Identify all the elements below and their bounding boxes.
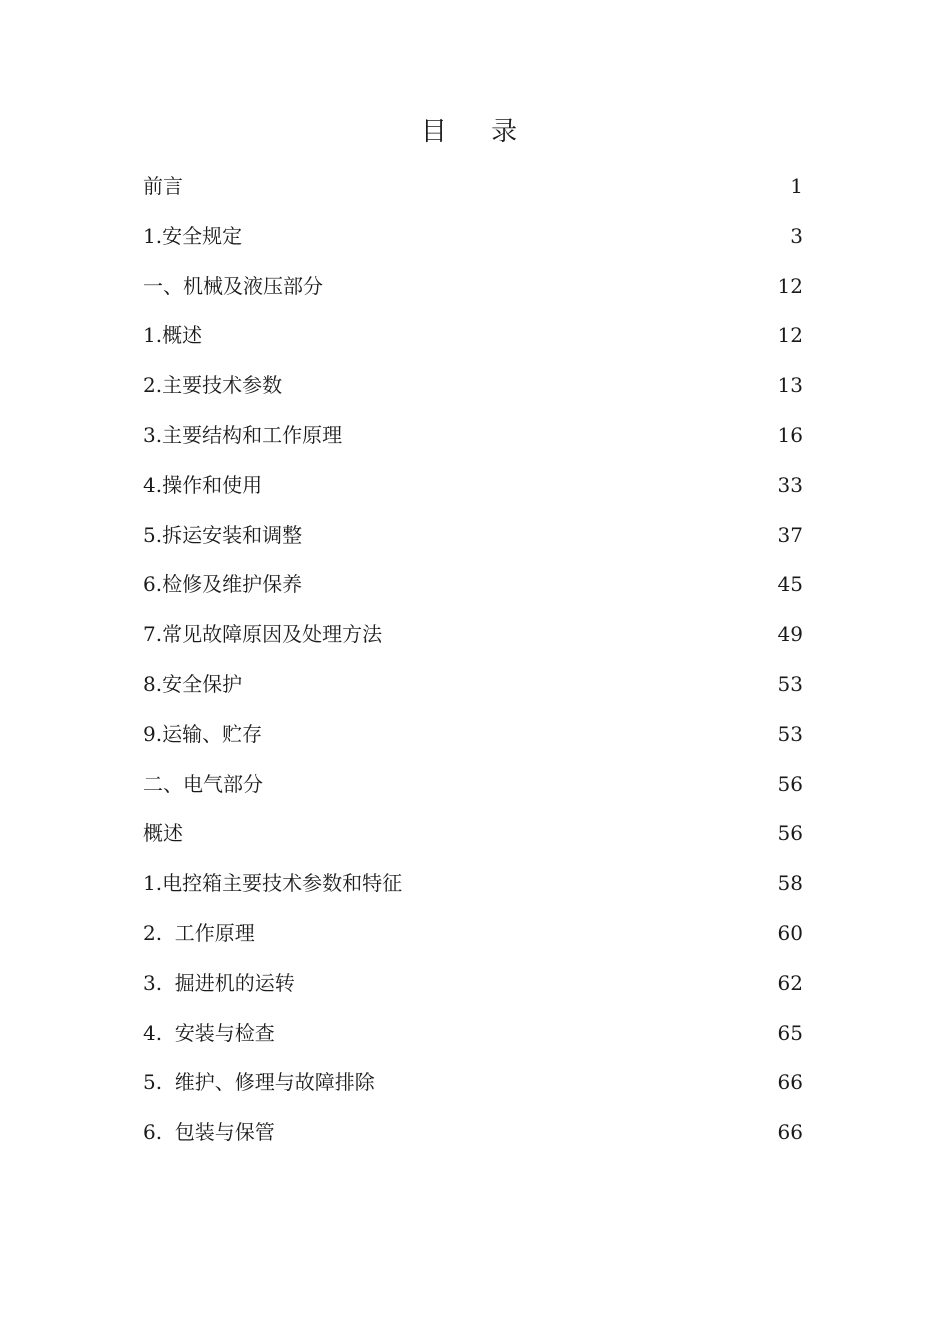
toc-entry	[143, 760, 803, 810]
toc-entry	[143, 212, 803, 262]
toc-entry-page: 56	[777, 821, 803, 846]
toc-entry	[143, 809, 803, 859]
toc-entry	[143, 959, 803, 1009]
toc-entry-page: 3	[790, 223, 803, 248]
toc-entry-label: 1.概述	[143, 323, 203, 348]
toc-entry-label: 6.检修及维护保养	[143, 572, 303, 597]
toc-entry-page: 13	[777, 373, 803, 398]
toc-entry-page: 60	[777, 920, 803, 945]
toc-entry-page: 37	[777, 522, 803, 547]
toc-entry-page: 58	[777, 871, 803, 896]
toc-entry-label: 1.电控箱主要技术参数和特征	[143, 871, 403, 896]
toc-entry	[143, 1009, 803, 1059]
toc-entry	[143, 610, 803, 660]
table-of-contents	[143, 162, 803, 1158]
toc-entry-page: 53	[777, 671, 803, 696]
toc-entry-page: 62	[777, 970, 803, 995]
toc-entry-label: 3.主要结构和工作原理	[143, 422, 343, 447]
toc-entry-label: 3. 掘进机的运转	[143, 970, 295, 995]
toc-entry-label: 1.安全规定	[143, 223, 243, 248]
toc-entry-page: 66	[777, 1120, 803, 1145]
toc-entry-page: 12	[777, 323, 803, 348]
toc-entry	[143, 1058, 803, 1108]
toc-entry	[143, 710, 803, 760]
toc-entry-page: 12	[777, 273, 803, 298]
toc-entry-label: 6. 包装与保管	[143, 1120, 275, 1145]
toc-entry	[143, 162, 803, 212]
toc-entry	[143, 660, 803, 710]
toc-entry	[143, 361, 803, 411]
toc-entry	[143, 909, 803, 959]
toc-entry-label: 前言	[143, 174, 183, 198]
toc-entry-label: 4. 安装与检查	[143, 1020, 275, 1045]
toc-entry	[143, 859, 803, 909]
toc-entry-page: 1	[790, 174, 803, 198]
toc-entry-page: 16	[777, 422, 803, 447]
toc-entry-label: 8.安全保护	[143, 671, 243, 696]
toc-entry-label: 一、机械及液压部分	[143, 273, 323, 298]
toc-entry-label: 5.拆运安装和调整	[143, 522, 303, 547]
toc-entry-label: 二、电气部分	[143, 771, 263, 796]
toc-entry-page: 66	[777, 1070, 803, 1095]
toc-entry	[143, 262, 803, 312]
page-title: 目 录	[420, 117, 536, 147]
toc-entry	[143, 511, 803, 561]
toc-entry-label: 9.运输、贮存	[143, 721, 263, 746]
toc-entry-label: 2.主要技术参数	[143, 373, 283, 398]
toc-entry-page: 53	[777, 721, 803, 746]
toc-entry-page: 33	[777, 472, 803, 497]
toc-entry	[143, 461, 803, 511]
toc-entry-page: 65	[777, 1020, 803, 1045]
toc-entry	[143, 311, 803, 361]
toc-entry-page: 45	[777, 572, 803, 597]
toc-entry	[143, 411, 803, 461]
toc-entry-label: 概述	[143, 821, 183, 846]
toc-entry	[143, 1108, 803, 1158]
toc-entry-label: 4.操作和使用	[143, 472, 263, 497]
toc-entry-page: 49	[777, 622, 803, 647]
toc-entry-label: 5. 维护、修理与故障排除	[143, 1070, 375, 1095]
toc-entry	[143, 560, 803, 610]
toc-entry-label: 7.常见故障原因及处理方法	[143, 622, 383, 647]
toc-entry-label: 2. 工作原理	[143, 920, 255, 945]
toc-entry-page: 56	[777, 771, 803, 796]
